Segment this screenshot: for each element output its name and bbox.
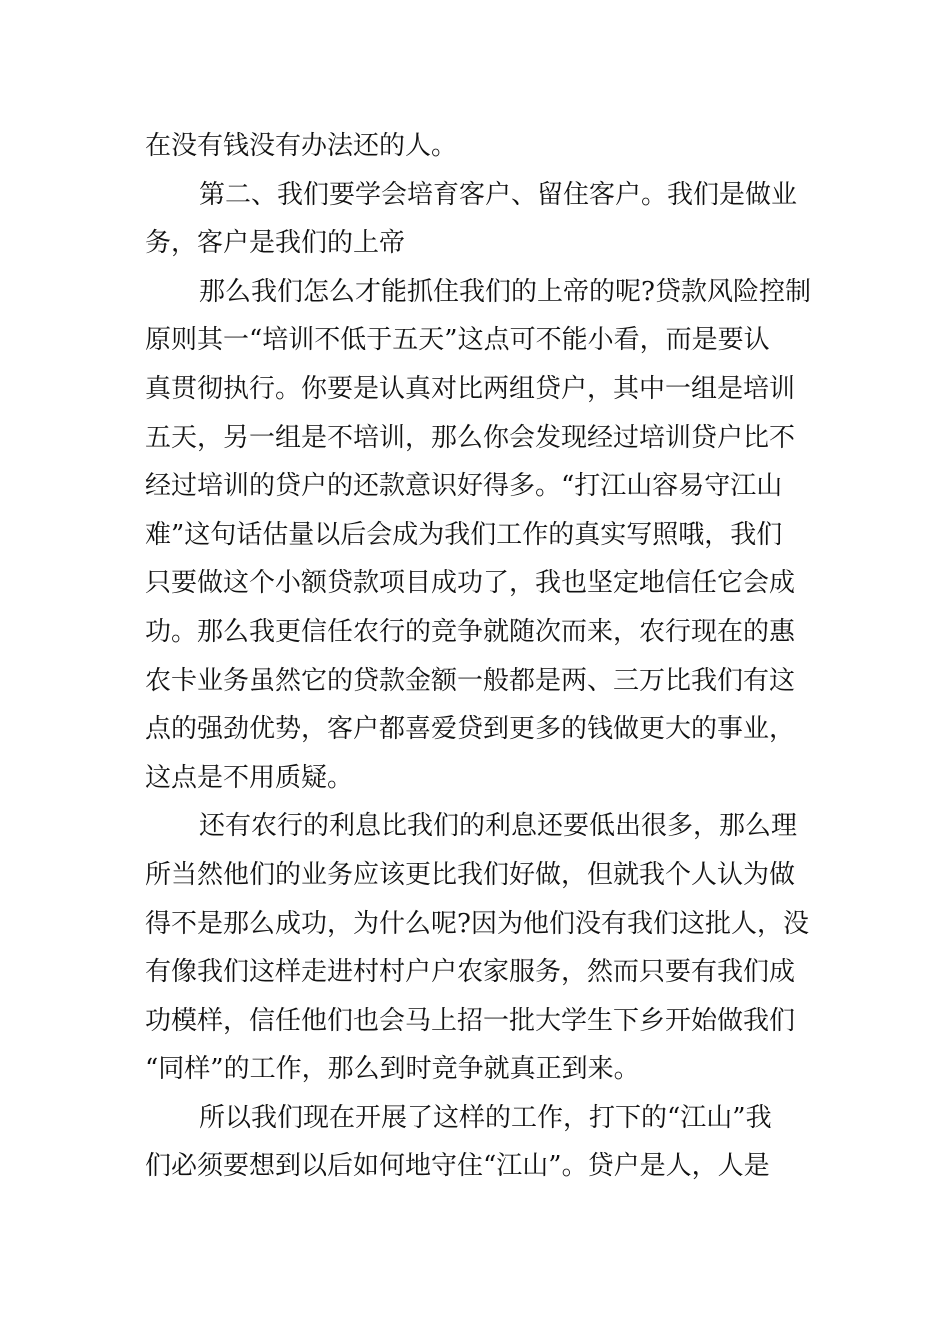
- text-line: 那么我们怎么才能抓住我们的上帝的呢?贷款风险控制: [199, 276, 811, 307]
- text-line: 务，客户是我们的上帝: [145, 228, 406, 259]
- text-line: 原则其一“培训不低于五天”这点可不能小看，而是要认: [145, 325, 770, 356]
- text-line: 五天，另一组是不培训，那么你会发现经过培训贷户比不: [145, 422, 796, 453]
- text-line: 真贯彻执行。你要是认真对比两组贷户，其中一组是培训: [145, 373, 796, 404]
- text-line: 农卡业务虽然它的贷款金额一般都是两、三万比我们有这: [145, 665, 796, 696]
- text-line: 点的强劲优势，客户都喜爱贷到更多的钱做更大的事业，: [145, 714, 796, 745]
- document-body: [145, 122, 810, 1191]
- text-line: 所以我们现在开展了这样的工作，打下的“江山”我: [199, 1102, 772, 1133]
- text-line: 功模样，信任他们也会马上招一批大学生下乡开始做我们: [145, 1005, 796, 1036]
- text-line: 这点是不用质疑。: [145, 762, 354, 793]
- text-line: 还有农行的利息比我们的利息还要低出很多，那么理: [199, 811, 798, 842]
- text-line: 只要做这个小额贷款项目成功了，我也坚定地信任它会成: [145, 568, 796, 599]
- text-line: 难”这句话估量以后会成为我们工作的真实写照哦，我们: [145, 519, 783, 550]
- text-line: 在没有钱没有办法还的人。: [145, 131, 458, 161]
- text-line: 经过培训的贷户的还款意识好得多。“打江山容易守江山: [145, 471, 783, 502]
- text-line: 功。那么我更信任农行的竞争就随次而来，农行现在的惠: [145, 616, 796, 647]
- text-line: “同样”的工作，那么到时竞争就真正到来。: [145, 1054, 640, 1085]
- text-line: 所当然他们的业务应该更比我们好做，但就我个人认为做: [145, 859, 796, 890]
- text-line: 们必须要想到以后如何地守住“江山”。贷户是人，人是: [145, 1151, 770, 1182]
- text-line: 得不是那么成功，为什么呢?因为他们没有我们这批人，没: [145, 908, 809, 939]
- text-line: 第二、我们要学会培育客户、留住客户。我们是做业: [199, 179, 798, 210]
- text-line: 有像我们这样走进村村户户农家服务，然而只要有我们成: [145, 957, 796, 988]
